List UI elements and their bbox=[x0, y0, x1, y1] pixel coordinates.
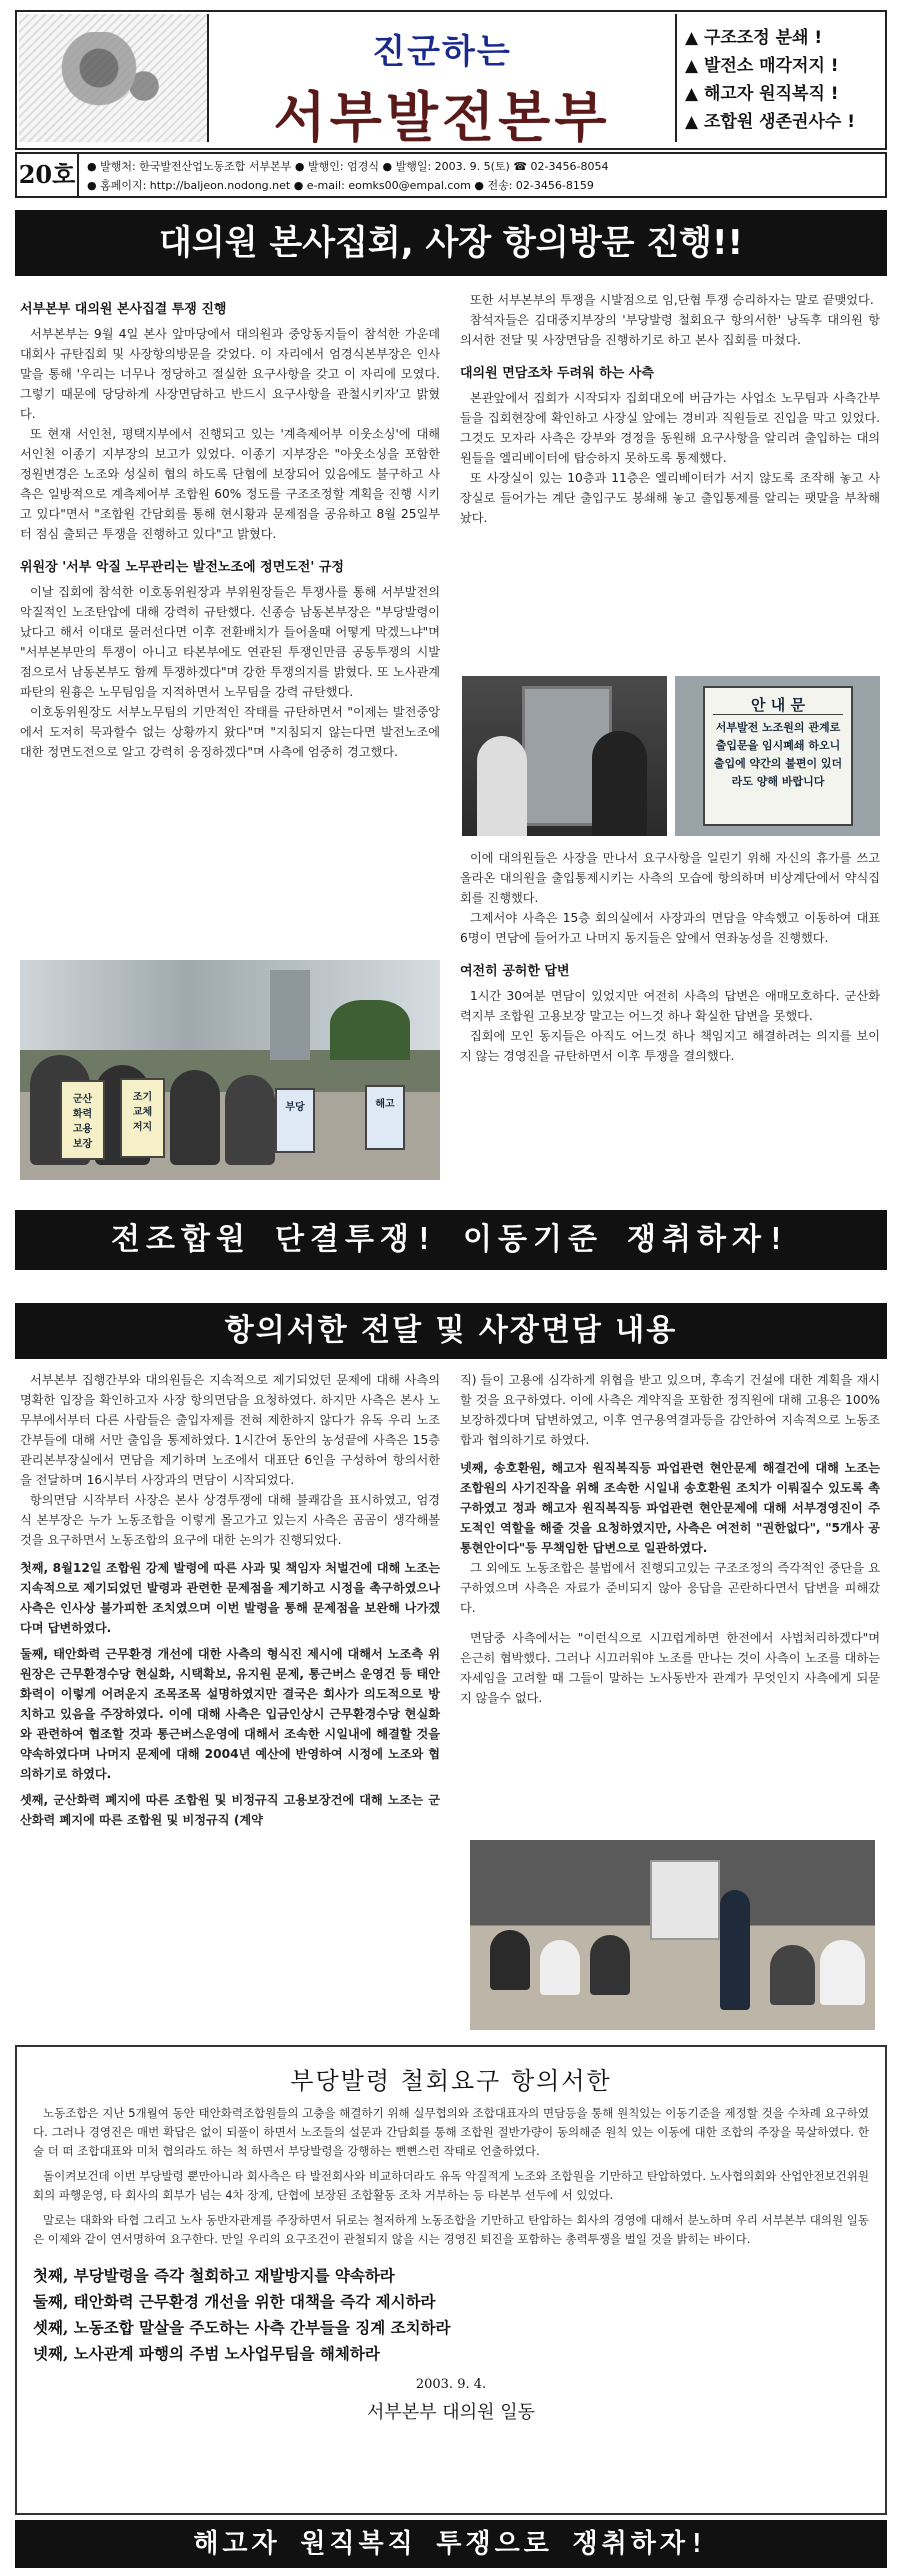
protest-letter-body bbox=[17, 2096, 885, 2257]
article-left-column bbox=[20, 290, 440, 762]
person bbox=[477, 736, 527, 836]
section-heading: 항의서한 전달 및 사장면담 내용 bbox=[15, 1303, 887, 1359]
closure-notice-sign bbox=[703, 686, 853, 826]
paragraph: 또 현재 서인천, 평택지부에서 진행되고 있는 '계측제어부 이웃소싱'에 대해 서인천 이종기 지부장의 보고가 있었다. 이종기 지부장은 "아웃소싱을 포함한 정원변경은 노조와 성실히 협의 하도록 단협에 보장되어 있음에도 불구하고 사측은 일방적으로 계측제어부 조합원 60% 정도를 구조조정할 계획을 진행 시키고 있다"면서 "조합원 간담회를 통해 현시황과 문제점을 공유하고 8월 25일부터 점심 출퇴근 투쟁을 진행하고 있다"고 밝혔다. bbox=[20, 427, 440, 541]
item-text: 셋째, 군산화력 폐지에 따른 조합원 및 비정규직 고용보장건에 대해 노조는 군산화력 폐지에 따른 조합원 및 비정규직 (계약 bbox=[20, 1793, 440, 1827]
building bbox=[270, 970, 310, 1060]
paragraph: 또 사장실이 있는 10층과 11층은 엘리베이터가 서지 않도록 조작해 놓고 사장실로 들어가는 계단 출입구도 봉쇄해 놓고 출입통제를 알리는 팻말을 부착해 놨다. bbox=[460, 471, 880, 525]
paragraph: 집회에 모인 동지들은 아직도 어느것 하나 책임지고 해결하려는 의지를 보이지 않는 경영진을 규탄하면서 이후 투쟁을 결의했다. bbox=[460, 1029, 880, 1063]
elevator-photo bbox=[462, 676, 667, 836]
masthead bbox=[15, 10, 887, 150]
sit-in-photo bbox=[470, 1840, 875, 2030]
paragraph: 말로는 대화와 타협 그리고 노사 동반자관계를 주장하면서 뒤로는 철저하게 노동조합을 기만하고 탄압하는 회사의 경영에 대해서 분노하며 우리 서부본부 대의원 일동은 이제와 같이 연서명하여 요구한다. 만일 우리의 요구조건이 관철되지 않을 시는 경영진 퇴진을 포함하는 총력투쟁을 벌일 것을 밝히는 바이다. bbox=[33, 2213, 869, 2246]
paragraph: 참석자들은 김대중지부장의 '부당발령 철회요구 항의서한' 낭독후 대의원 항의서한 전달 및 사장면담을 진행하기로 하고 본사 집회를 마쳤다. bbox=[460, 313, 880, 347]
bottom-slogan-banner: 해고자 원직복직 투쟁으로 쟁취하자! bbox=[15, 2520, 887, 2568]
person bbox=[592, 731, 647, 836]
paragraph: 이날 집회에 참석한 이호동위원장과 부위원장들은 투쟁사를 통해 서부발전의 악질적인 노조탄압에 대해 강력히 규탄했다. 신종승 남동본부장은 "부당발령이 났다고 해서 이대로 물러선다면 이후 전환배치가 들어올때 어떻게 막겠느냐"며 "서부본부만의 투쟁이 아니고 타본부에도 연관된 투쟁인만큼 공동투쟁의 시발점으로서 남동본부도 함께 투쟁하겠다"며 강한 투쟁의지를 밝혔다. 또 노사관계 파탄의 원흉은 노무팀임을 지적하면서 노무팀을 강력 규탄했다. bbox=[20, 585, 440, 699]
paragraph: 또한 서부본부의 투쟁을 시발점으로 임,단협 투쟁 승리하자는 말로 끝맺었다. bbox=[470, 293, 874, 307]
notice-title: 안 내 문 bbox=[713, 696, 843, 715]
seated-person bbox=[820, 1940, 865, 2005]
seated-person bbox=[490, 1930, 530, 1990]
article-right-column-continued bbox=[460, 848, 880, 1066]
protester bbox=[170, 1070, 220, 1165]
subheading: 여전히 공허한 답변 bbox=[460, 964, 570, 979]
protest-letter-box bbox=[15, 2045, 887, 2515]
protest-letter-title: 부당발령 철회요구 항의서한 bbox=[290, 2067, 612, 2095]
protest-sign: 해고 bbox=[365, 1085, 405, 1150]
sketch-image bbox=[39, 32, 189, 122]
masthead-illustration bbox=[19, 14, 209, 142]
subheading: 서부본부 대의원 본사집결 투쟁 진행 bbox=[20, 302, 227, 317]
paragraph: 그 외에도 노동조합은 불법에서 진행되고있는 구조조정의 즉각적인 중단을 요구하였으며 사측은 자료가 준비되지 않아 응답을 곤란하다면서 답변을 피해갔다. bbox=[460, 1561, 880, 1615]
seated-person bbox=[770, 1945, 815, 2005]
slogan-item: ▲ 발전소 매각저지 ! bbox=[685, 56, 839, 76]
standing-person bbox=[720, 1890, 750, 2010]
demand-item: 둘째, 태안화력 근무환경 개선을 위한 대책을 즉각 제시하라 bbox=[33, 2292, 436, 2311]
main-headline: 대의원 본사집회, 사장 항의방문 진행!! bbox=[15, 210, 887, 276]
demand-item: 셋째, 노동조합 말살을 주도하는 사측 간부들을 징계 조치하라 bbox=[33, 2318, 451, 2337]
demand-item: 넷째, 노사관계 파행의 주범 노사업무팀을 해체하라 bbox=[33, 2344, 380, 2363]
letter-date: 2003. 9. 4. bbox=[415, 2377, 487, 2392]
issue-info-bar bbox=[15, 152, 887, 198]
demand-item: 첫째, 부당발령을 즉각 철회하고 재발방지를 약속하라 bbox=[33, 2266, 395, 2285]
protest-sign: 부당 bbox=[275, 1088, 315, 1153]
paragraph: 본관앞에서 집회가 시작되자 집회대오에 버금가는 사업소 노무팀과 사측간부들을 집회현장에 확인하고 사장실 앞에는 경비과 직원들로 진입을 막고 있었다. 그것도 모자라 사측은 강부와 경정을 동원해 요구사항을 알리려 출입하는 대의원들을 엘리베이터에 탑승하지 못하도록 통제했다. bbox=[460, 391, 880, 465]
slogan-banner: 전조합원 단결투쟁! 이동기준 쟁취하자! bbox=[15, 1210, 887, 1270]
paragraph bbox=[20, 1558, 440, 1638]
item-text: 넷째, 송호환원, 해고자 원직복직등 파업관련 현안문제 해결건에 대해 노조는 조합원의 사기진작을 위해 조속한 시일내 송호환원 조치가 이뤄질수 있도록 촉구하였고 정과 해고자 원직복직등 파업관련 현안문제에 대해 서부경영진이 주도적인 역할을 해줄 것을 요청하였지만, 사측은 여전히 "권한없다", "5개사 공통현안이다"등 무책임한 답변으로 일관하였다. bbox=[460, 1461, 880, 1555]
paragraph bbox=[20, 1790, 440, 1830]
item-text: 첫째, 8월12일 조합원 강제 발령에 따른 사과 및 책임자 처벌건에 대해 노조는 지속적으로 제기되었던 발령과 관련한 문제점을 제기하고 시정을 촉구하였으나 사측은 인사상 불가피한 조치였으며 이번 발령을 통해 문제점을 보완해 나가겠다며 답변하였다. bbox=[20, 1561, 440, 1635]
item-text: 둘째, 태안화력 근무환경 개선에 대한 사측의 형식진 제시에 대해서 노조측 위원장은 근무환경수당 현실화, 시택확보, 유지원 문제, 통근버스 운영건 등 태안화력이 이렇게 어려운지 조목조목 설명하였지만 결국은 회사가 의도적으로 방치하고 있음을 주장하였다. 이에 대해 사측은 입금인상시 근무환경수당 현실화와 관련하여 협조할 것과 통근버스운영에 대해서 조속한 시일내에 해결할 것을 약속하였다며 나머지 문제에 대해 2004년 예산에 반영하여 시정에 노조와 협의하기로 하였다. bbox=[20, 1647, 440, 1781]
seated-person bbox=[590, 1935, 630, 1995]
rally-photo bbox=[20, 960, 440, 1180]
paragraph: 그제서야 사측은 15층 회의실에서 사장과의 면담을 약속했고 이동하여 대표 6명이 면담에 들어가고 나머지 동지들은 앞에서 연좌농성을 진행했다. bbox=[460, 911, 880, 945]
subheading: 대의원 면담조차 두려워 하는 사측 bbox=[460, 366, 654, 381]
section2-left-column bbox=[20, 1370, 440, 1830]
masthead-slogans bbox=[675, 14, 885, 142]
protester bbox=[225, 1075, 275, 1165]
paragraph bbox=[460, 1458, 880, 1558]
protest-sign: 군산화력 고용보장 bbox=[60, 1080, 105, 1160]
paragraph: 1시간 30여분 면담이 있었지만 여전히 사측의 답변은 애매모호하다. 군산화력지부 조합원 고용보장 말고는 어느것 하나 확실한 답변을 못했다. bbox=[460, 989, 880, 1023]
paragraph: 직) 들이 고용에 심각하게 위협을 받고 있으며, 후속기 건설에 대한 계획을 재시할 것을 요구하였다. 이에 사측은 계약직을 포함한 정직원에 대해 고용은 100% 보장하겠다며 답변하였고, 이후 연구용역결과등을 감안하여 지속적으로 노동조합과 협의하기로 하였다. bbox=[460, 1373, 880, 1447]
paragraph: 이호동위원장도 서부노무팀의 기만적인 작태를 규탄하면서 "이제는 발전중앙에서 도저히 묵과할수 없는 상황까지 왔다"며 "지침되지 않는다면 발전노조에 대한 정면도전으로 알고 강력히 응징하겠다"며 사측에 엄중히 경고했다. bbox=[20, 705, 440, 759]
slogan-item: ▲ 구조조정 분쇄 ! bbox=[685, 28, 823, 48]
masthead-title-box bbox=[212, 14, 672, 149]
letter-signature: 서부본부 대의원 일동 bbox=[367, 2402, 535, 2423]
notice-photo bbox=[675, 676, 880, 836]
issue-number: 20호 bbox=[17, 154, 79, 196]
slogan-item: ▲ 조합원 생존권사수 ! bbox=[685, 112, 855, 132]
subheading: 위원장 '서부 악질 노무관리는 발전노조에 정면도전' 규정 bbox=[20, 560, 344, 575]
seated-person bbox=[540, 1940, 580, 1995]
paragraph: 노동조합은 지난 5개월여 동안 태안화력조합원들의 고충을 해결하기 위해 실무협의와 조합대표자의 면담등을 통해 원칙있는 이동기준을 제정할 것을 수차례 요구하였다. 그러나 경영진은 매번 확답은 없이 되풀이 하면서 노조들의 설문과 간담회를 통해 조합원 절반가량이 동의해준 원칙 있는 이동에 대한 조합의 주장을 묵살하였다. 한술 더 떠 조합대표와 미처 협의라도 하는 척 하면서 부당발령을 강행하는 뻔뻔스런 작태로 언출하였다. bbox=[33, 2106, 869, 2158]
slogan-item: ▲ 해고자 원직복직 ! bbox=[685, 84, 839, 104]
tree bbox=[330, 1000, 410, 1060]
notice-text: 서부발전 노조원의 관계로 출입문을 임시폐쇄 하오니 출입에 약간의 불편이 있더라도 양해 바랍니다 bbox=[713, 721, 843, 788]
paragraph: 서부본부 집행간부와 대의원들은 지속적으로 제기되었던 문제에 대해 사측의 명확한 입장을 확인하고자 사장 항의면담을 요청하였다. 하지만 사측은 본사 노무부에서부터 다른 사람들은 출입자제를 전혀 제한하지 않다가 유독 우리 노조간부들에 대해 서만 출입을 통제하였다. 1시간여 동안의 농성끝에 사측은 15층 관리본부장실에서 면담을 제기하며 노조에서 대표단 6인을 구성하여 항의서한을 전달하며 16시부터 사장과의 면담이 시작되었다. bbox=[20, 1373, 440, 1487]
publisher-info: ● 발행처: 한국발전산업노동조합 서부본부 ● 발행인: 엄경식 ● 발행일: 2003. 9. 5(토) ☎ 02-3456-8054 bbox=[87, 160, 609, 173]
protest-sign: 조기교체 저지 bbox=[120, 1078, 165, 1158]
paragraph: 이에 대의원들은 사장을 만나서 요구사항을 일린기 위해 자신의 휴가를 쓰고 올라온 대의원을 출입통제시키는 사측의 모습에 항의하며 비상계단에서 약식집회를 진행했다. bbox=[460, 851, 880, 905]
article-right-column bbox=[460, 290, 880, 528]
paragraph: 면담중 사측에서는 "이런식으로 시끄럽게하면 한전에서 사법처리하겠다"며 은근히 협박했다. 그러나 시끄러워야 노조를 만나는 것이 사측이 노조를 대하는 자세임을 고려할 때 그들이 말하는 노사동반자 관계가 무엇인지 사측에게 되묻지 않을수 없다. bbox=[460, 1631, 880, 1705]
newsletter-title: 서부발전본부 bbox=[273, 86, 611, 149]
paragraph: 돌이켜보건데 이번 부당발령 뿐만아니라 회사측은 타 발전회사와 비교하더라도 유독 악질적게 노조와 조합원을 기만하고 탄압하였다. 노사협의회와 산업안전보건위원회의 파행운영, 타 회사의 회부가 넘는 4차 장계, 단협에 보장된 조합활동 조차 거부하는 등 타본부 선두에 서 있었다. bbox=[33, 2169, 869, 2202]
paragraph: 서부본부는 9월 4일 본사 앞마당에서 대의원과 중앙동지들이 참석한 가운데 대회사 규탄집회 및 사장항의방문을 갖었다. 이 자리에서 엄경식본부장은 인사말을 통해 '우리는 너무나 정당하고 절실한 요구사항을 갖고 이 자리에 모였다. 그렇기 때문에 당당하게 사장면담하고 반드시 요구사항을 관철시키자'고 밝혔다. bbox=[20, 327, 440, 421]
paragraph bbox=[20, 1644, 440, 1784]
paragraph: 항의면담 시작부터 사장은 본사 상경투쟁에 대해 불쾌감을 표시하였고, 엄경식 본부장은 누가 노동조합을 이렇게 몰고가고 있는지 사측은 곰곰이 생각해볼 것을 요구하면서 노동조합의 요구에 대한 논의가 진행되었다. bbox=[20, 1493, 440, 1547]
contact-info: ● 홈페이지: http://baljeon.nodong.net ● e-mail: eomks00@empal.com ● 전송: 02-3456-8159 bbox=[87, 179, 594, 192]
section2-right-column bbox=[460, 1370, 880, 1708]
notice-board bbox=[650, 1860, 720, 1940]
newsletter-subtitle: 진군하는 bbox=[372, 32, 512, 72]
demand-list bbox=[17, 2263, 885, 2367]
